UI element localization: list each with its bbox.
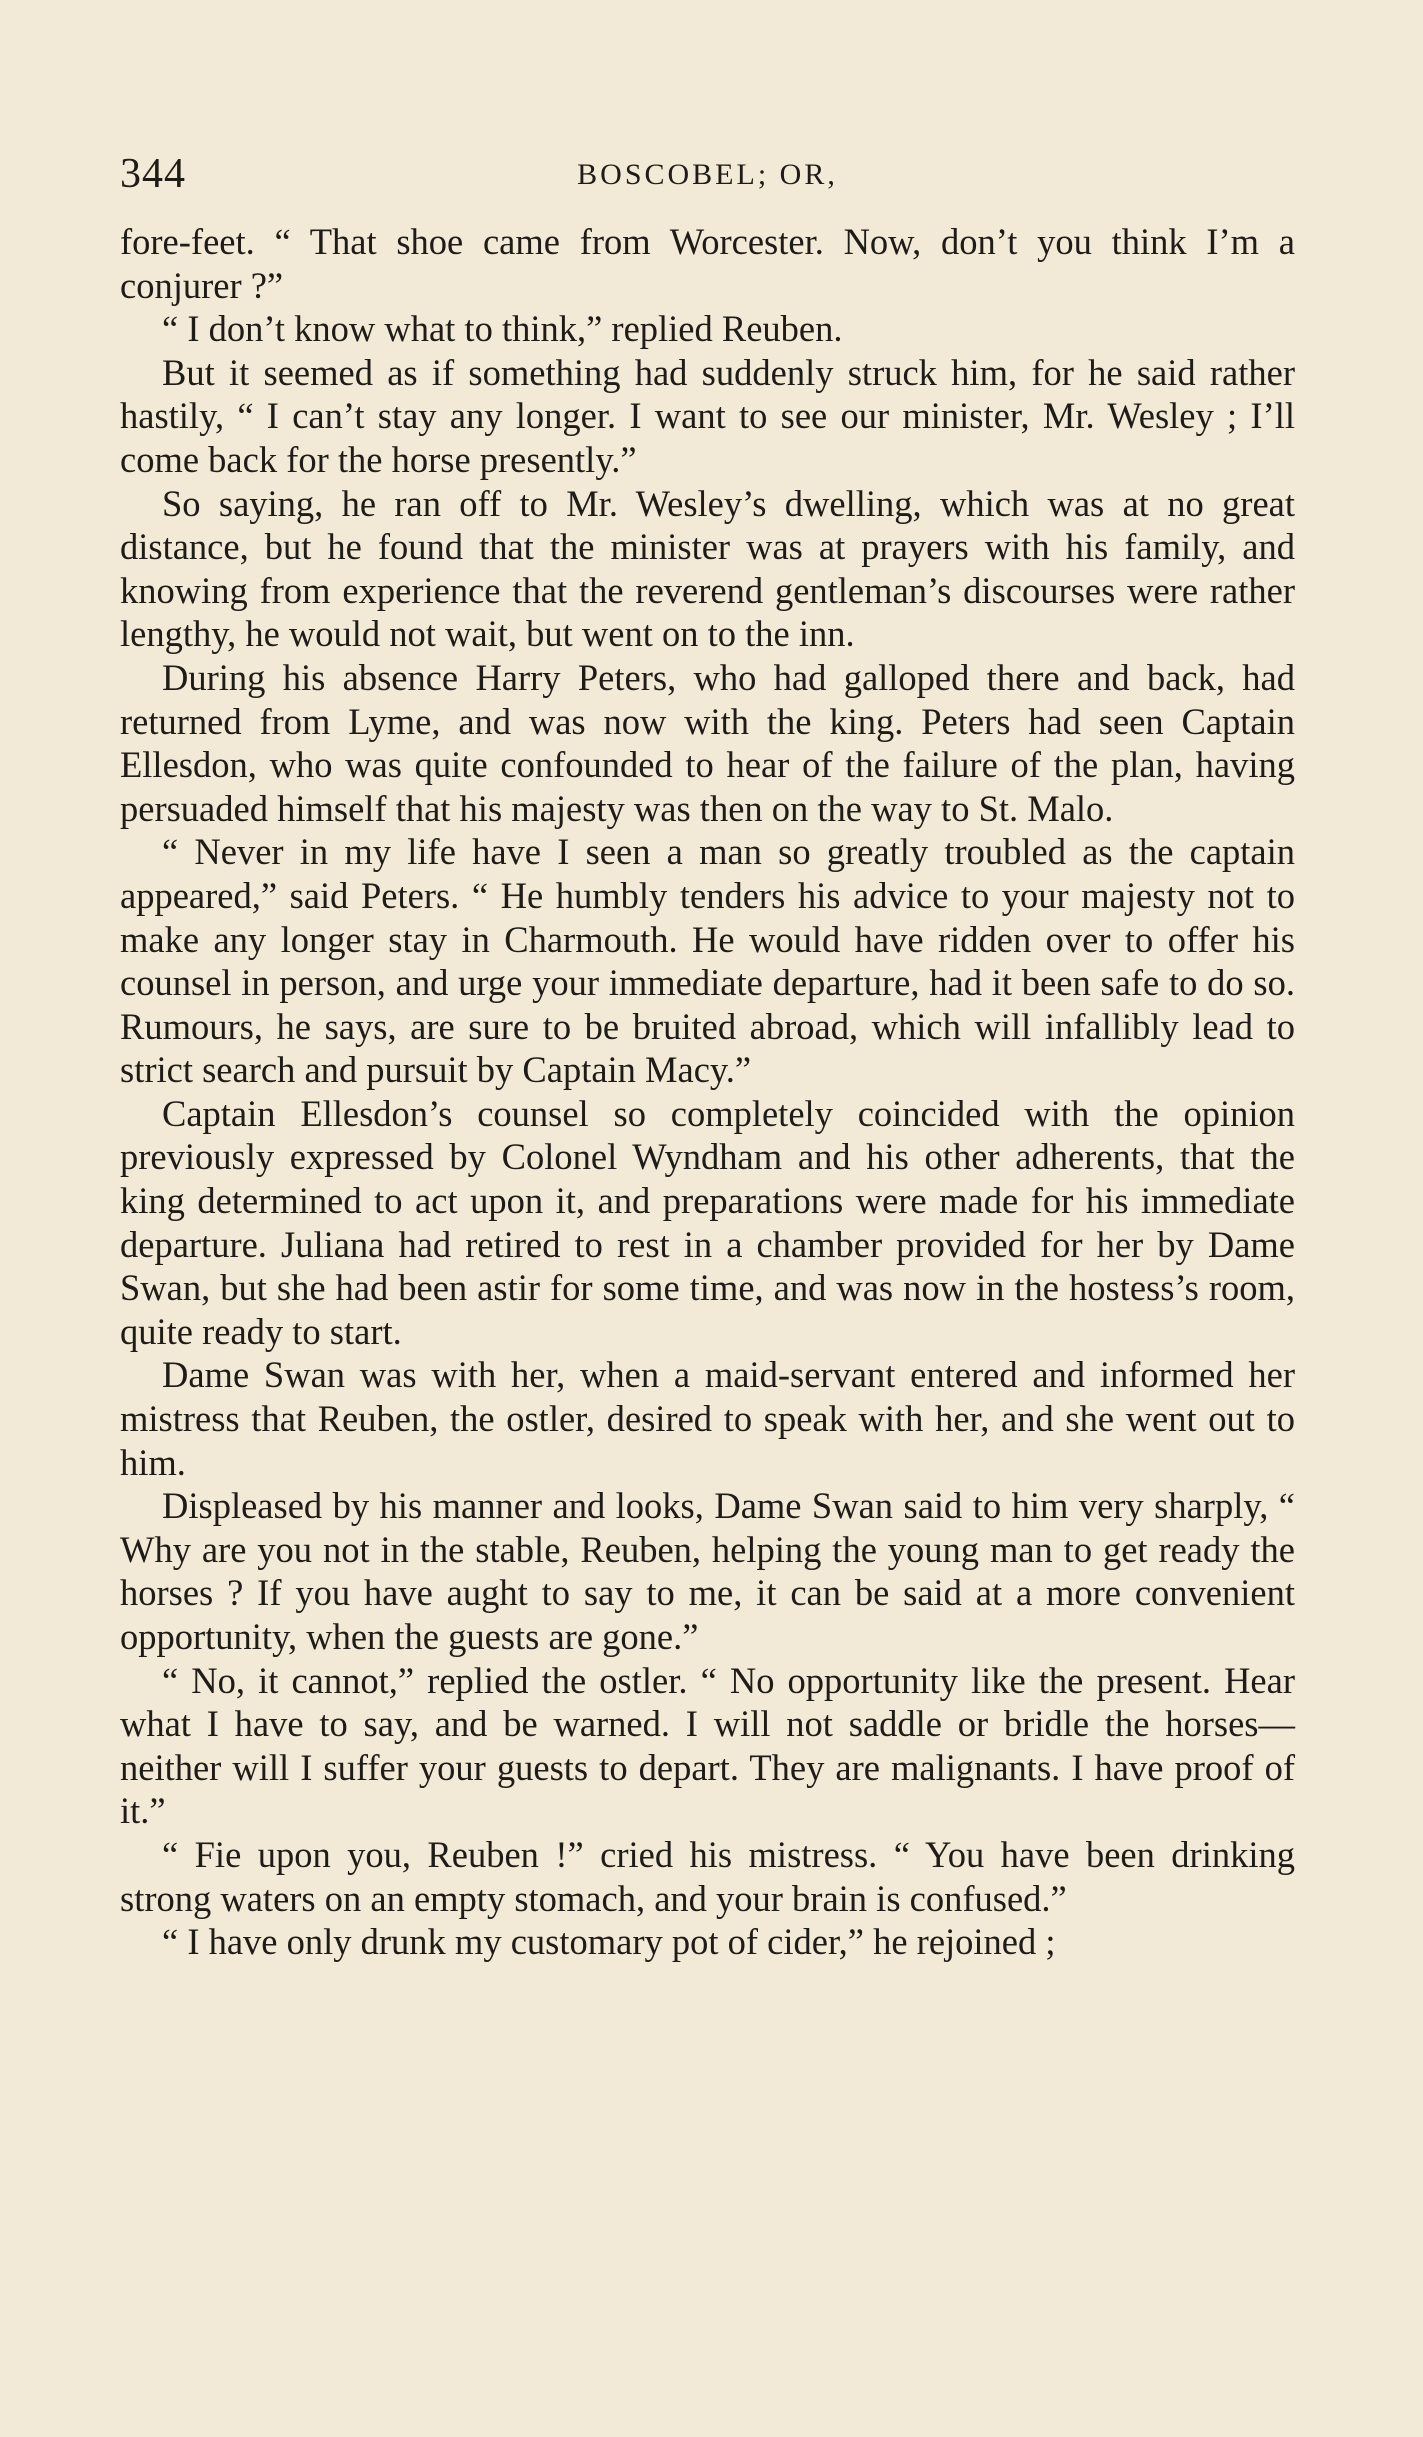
page-header	[120, 150, 1295, 210]
paragraph: fore-feet. “ That shoe came from Worcester. Now, don’t you think I’m a conjurer ?”	[120, 221, 1295, 306]
running-title: BOSCOBEL; OR,	[577, 158, 838, 191]
paragraph: “ I have only drunk my customary pot of cider,” he rejoined ;	[162, 1921, 1056, 1963]
paragraph: Captain Ellesdon’s counsel so completely coincided with the opinion previously expressed by Colonel Wyndham and his other adherents, that the king determined to act upon it, and preparations were made for his immediate departure. Juliana had retired to rest in a chamber provided for her by Dame Swan, but she had been astir for some time, and was now in the hostess’s room, quite ready to start.	[120, 1092, 1295, 1352]
page-number: 344	[120, 151, 186, 197]
paragraph: “ I don’t know what to think,” replied Reuben.	[162, 308, 843, 350]
body-text	[120, 220, 1295, 1964]
paragraph: But it seemed as if something had suddenly struck him, for he said rather hastily, “ I can’t stay any longer. I want to see our minister, Mr. Wesley ; I’ll come back for the horse presently.”	[120, 351, 1295, 480]
paragraph: So saying, he ran off to Mr. Wesley’s dwelling, which was at no great distance, but he found that the minister was at prayers with his family, and knowing from experience that the reverend gentleman’s discourses were rather lengthy, he would not wait, but went on to the inn.	[120, 482, 1295, 655]
paragraph: “ Never in my life have I seen a man so greatly troubled as the captain appeared,” said Peters. “ He humbly tenders his advice to your majesty not to make any longer stay in Charmouth. He would have ridden over to offer his counsel in person, and urge your immediate departure, had it been safe to do so. Rumours, he says, are sure to be bruited abroad, which will infallibly lead to strict search and pursuit by Captain Macy.”	[120, 831, 1295, 1091]
paragraph: Displeased by his manner and looks, Dame Swan said to him very sharply, “ Why are you not in the stable, Reuben, helping the young man to get ready the horses ? If you have aught to say to me, it can be said at a more convenient opportunity, when the guests are gone.”	[120, 1485, 1295, 1657]
paragraph: “ No, it cannot,” replied the ostler. “ No opportunity like the present. Hear what I have to say, and be warned. I will not saddle or bridle the horses—neither will I suffer your guests to depart. They are malignants. I have proof of it.”	[120, 1659, 1295, 1832]
paragraph: During his absence Harry Peters, who had galloped there and back, had returned from Lyme, and was now with the king. Peters had seen Captain Ellesdon, who was quite confounded to hear of the failure of the plan, having persuaded himself that his majesty was then on the way to St. Malo.	[120, 656, 1295, 829]
paragraph: “ Fie upon you, Reuben !” cried his mistress. “ You have been drinking strong waters on an empty stomach, and your brain is confused.”	[120, 1833, 1295, 1919]
paragraph: Dame Swan was with her, when a maid-servant entered and informed her mistress that Reuben, the ostler, desired to speak with her, and she went out to him.	[120, 1354, 1295, 1483]
